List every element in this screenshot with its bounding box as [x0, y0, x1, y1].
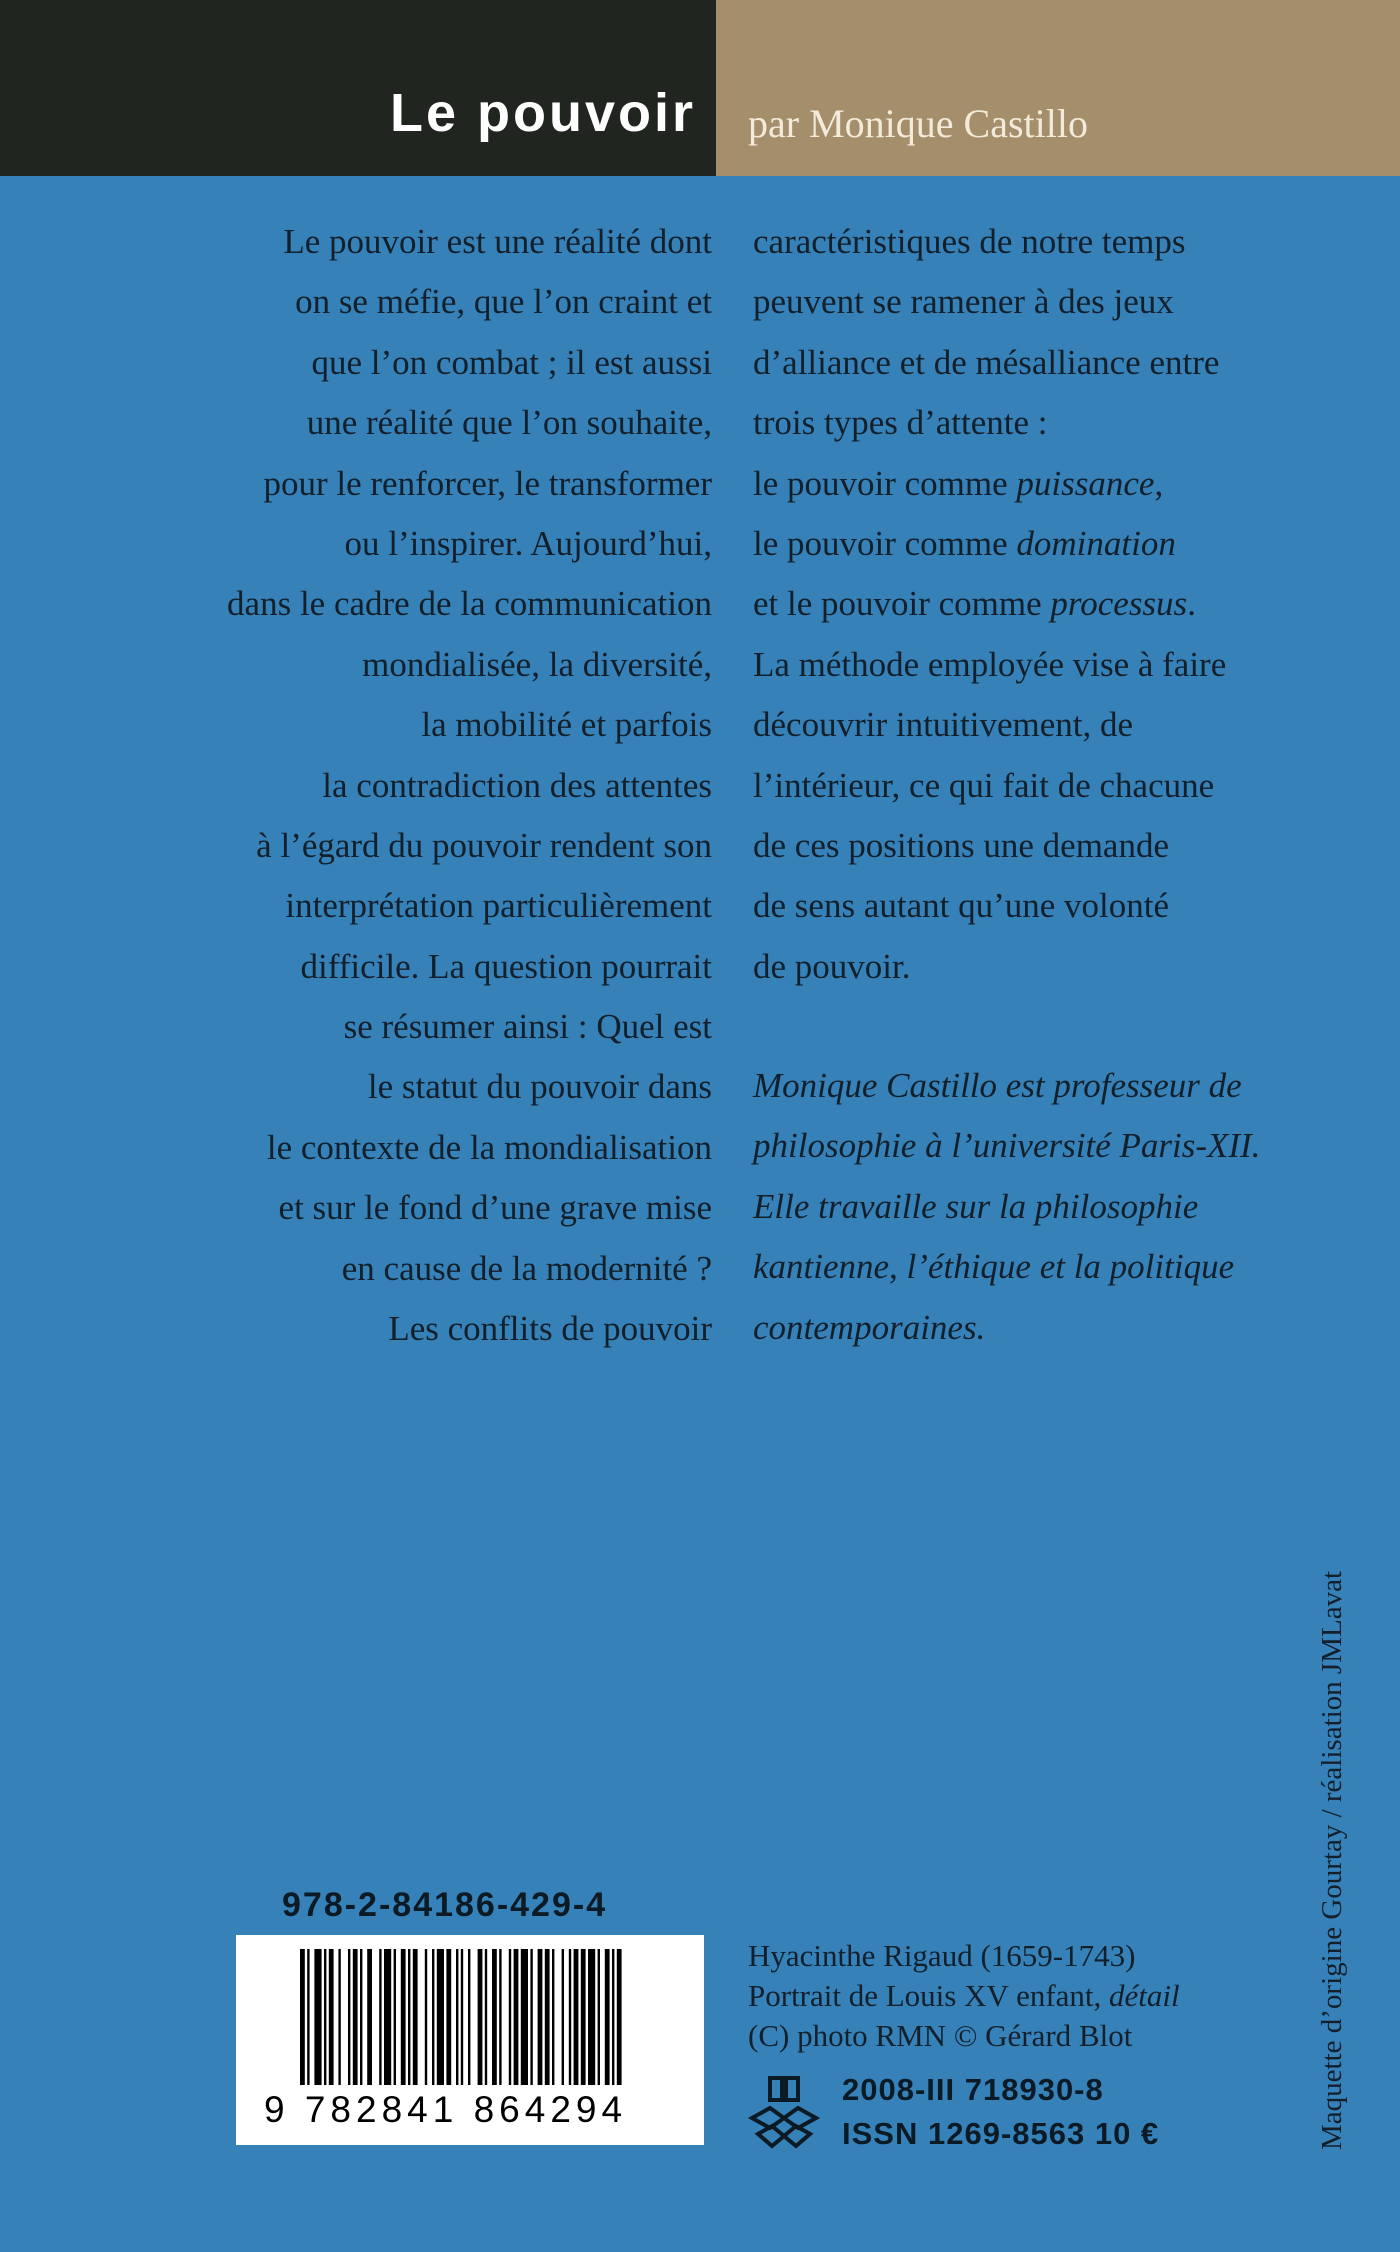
blurb-line: de pouvoir.: [753, 946, 911, 986]
blurb-line: mondialisée, la diversité,: [362, 644, 712, 684]
bio-line: philosophie à l’université Paris-XII.: [753, 1126, 1261, 1166]
blurb-line: de ces positions une demande: [753, 825, 1170, 865]
bio-line: contemporaines.: [753, 1307, 986, 1347]
blurb-line: de sens autant qu’une volonté: [753, 886, 1170, 926]
blurb-line: ou l’inspirer. Aujourd’hui,: [344, 523, 712, 563]
blurb-line: on se méfie, que l’on craint et: [295, 282, 712, 322]
blurb-right-column: [753, 212, 1313, 997]
blurb-line: une réalité que l’on souhaite,: [306, 403, 712, 443]
blurb-line: le contexte de la mondialisation: [266, 1127, 712, 1167]
blurb-line: découvrir intuitivement, de: [753, 705, 1134, 745]
emphasis-processus: processus: [1050, 584, 1188, 624]
blurb-line: trois types d’attente :: [753, 403, 1048, 443]
author-bio: [753, 1056, 1313, 1358]
blurb-line: Le pouvoir est une réalité dont: [283, 222, 712, 261]
credit-work-detail: détail: [1109, 1978, 1180, 2013]
blurb-line: la mobilité et parfois: [421, 705, 712, 745]
blurb-line: d’alliance et de mésalliance entre: [753, 342, 1220, 382]
blurb-line: dans le cadre de la communication: [227, 584, 712, 624]
blurb-text: le pouvoir comme: [753, 523, 1017, 563]
design-credit-vertical: Maquette d’origine Gourtay / réalisation JMLavat: [1316, 1570, 1348, 2150]
blurb-line: Les conflits de pouvoir: [388, 1309, 712, 1349]
author-byline: par Monique Castillo: [748, 101, 1088, 146]
blurb-line: interprétation particulièrement: [285, 886, 712, 926]
emphasis-domination: domination: [1016, 523, 1176, 563]
credit-work-text: Portrait de Louis XV enfant,: [748, 1978, 1110, 2013]
book-title: Le pouvoir: [389, 83, 696, 143]
blurb-line: que l’on combat ; il est aussi: [311, 342, 712, 382]
isbn-number: 978-2-84186-429-4: [282, 1886, 608, 1924]
blurb-line: La méthode employée vise à faire: [753, 644, 1227, 684]
bio-line: Monique Castillo est professeur de: [753, 1066, 1242, 1105]
issn-price: ISSN 1269-8563 10 €: [842, 2116, 1160, 2151]
edition-code: 2008-III 718930-8: [842, 2072, 1104, 2107]
blurb-line: [753, 514, 1313, 574]
credit-artist: Hyacinthe Rigaud (1659-1743): [748, 1938, 1136, 1973]
blurb-text: et le pouvoir comme: [753, 584, 1051, 624]
barcode: [236, 1935, 704, 2145]
blurb-line: caractéristiques de notre temps: [753, 222, 1186, 261]
blurb-text: le pouvoir comme: [753, 463, 1017, 503]
blurb-line: le statut du pouvoir dans: [367, 1067, 712, 1107]
blurb-line: [753, 574, 1313, 634]
bio-line: Elle travaille sur la philosophie: [753, 1186, 1199, 1226]
blurb-line: en cause de la modernité ?: [341, 1248, 712, 1288]
publisher-logo-icon: [744, 2074, 824, 2150]
blurb-line: difficile. La question pourrait: [300, 946, 712, 986]
blurb-line: pour le renforcer, le transformer: [263, 463, 712, 503]
blurb-line: se résumer ainsi : Quel est: [343, 1007, 712, 1047]
blurb-line: la contradiction des attentes: [322, 765, 712, 805]
blurb-left-column: [100, 212, 712, 1359]
credit-photo: (C) photo RMN © Gérard Blot: [748, 2018, 1133, 2053]
barcode-digits: 9 782841 864294: [264, 2089, 628, 2130]
emphasis-puissance: puissance: [1016, 463, 1155, 503]
blurb-line: [753, 454, 1313, 514]
credit-work: [748, 1978, 1180, 2014]
blurb-line: peuvent se ramener à des jeux: [753, 282, 1174, 322]
blurb-text: .: [1187, 584, 1196, 624]
blurb-line: l’intérieur, ce qui fait de chacune: [753, 765, 1215, 805]
blurb-text: ,: [1154, 463, 1164, 503]
bio-line: kantienne, l’éthique et la politique: [753, 1247, 1235, 1287]
blurb-line: à l’égard du pouvoir rendent son: [256, 825, 712, 865]
header-band-tan: [716, 0, 1400, 176]
blurb-line: et sur le fond d’une grave mise: [278, 1188, 712, 1228]
